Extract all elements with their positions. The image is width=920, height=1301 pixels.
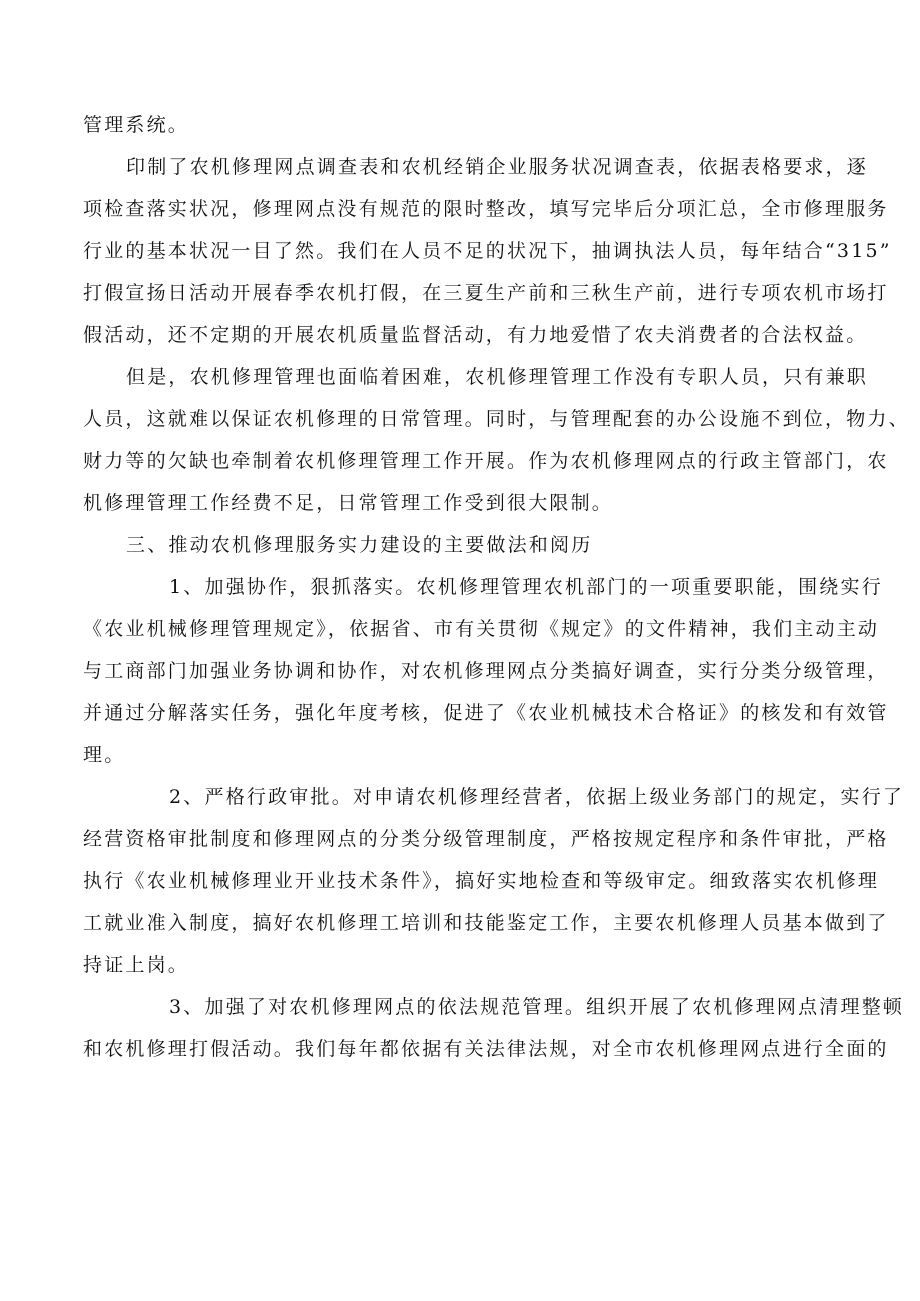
paragraph-first-line: 2、严格行政审批。对申请农机修理经营者，依据上级业务部门的规定，实行了 bbox=[169, 786, 905, 808]
text-line: 并通过分解落实任务，强化年度考核，促进了《农业机械技术合格证》的核发和有效管 bbox=[83, 702, 889, 724]
text-line: 机修理管理工作经费不足，日常管理工作受到很大限制。 bbox=[83, 492, 614, 514]
text-line: 打假宣扬日活动开展春季农机打假，在三夏生产前和三秋生产前，进行专项农机市场打 bbox=[83, 282, 889, 304]
text-line: 工就业准入制度，搞好农机修理工培训和技能鉴定工作，主要农机修理人员基本做到了 bbox=[83, 912, 889, 934]
text-line: 项检查落实状况，修理网点没有规范的限时整改，填写完毕后分项汇总，全市修理服务 bbox=[83, 198, 889, 220]
text-line: 管理系统。 bbox=[83, 114, 190, 136]
text-line: 和农机修理打假活动。我们每年都依据有关法律法规，对全市农机修理网点进行全面的 bbox=[83, 1038, 889, 1060]
text-line: 持证上岗。 bbox=[83, 954, 190, 976]
text-line: 假活动，还不定期的开展农机质量监督活动，有力地爱惜了农夫消费者的合法权益。 bbox=[83, 324, 868, 346]
paragraph-first-line: 但是，农机修理管理也面临着困难，农机修理管理工作没有专职人员，只有兼职 bbox=[126, 366, 869, 388]
document-page bbox=[83, 104, 910, 1070]
text-line: 《农业机械修理管理规定》，依据省、市有关贯彻《规定》的文件精神，我们主动主动 bbox=[83, 618, 880, 640]
text-line: 行业的基本状况一目了然。我们在人员不足的状况下，抽调执法人员，每年结合“315” bbox=[83, 240, 892, 262]
section-heading: 三、推动农机修理服务实力建设的主要做法和阅历 bbox=[126, 534, 593, 556]
paragraph-first-line: 印制了农机修理网点调查表和农机经销企业服务状况调查表，依据表格要求，逐 bbox=[126, 156, 869, 178]
paragraph-first-line: 1、加强协作，狠抓落实。农机修理管理农机部门的一项重要职能，围绕实行 bbox=[169, 576, 883, 598]
text-line: 人员，这就难以保证农机修理的日常管理。同时，与管理配套的办公设施不到位，物力、 bbox=[83, 408, 910, 430]
text-line: 财力等的欠缺也牵制着农机修理管理工作开展。作为农机修理网点的行政主管部门，农 bbox=[83, 450, 889, 472]
paragraph-first-line: 3、加强了对农机修理网点的依法规范管理。组织开展了农机修理网点清理整顿 bbox=[169, 996, 905, 1018]
text-line: 与工商部门加强业务协调和协作，对农机修理网点分类搞好调查，实行分类分级管理， bbox=[83, 660, 889, 682]
text-line: 经营资格审批制度和修理网点的分类分级管理制度，严格按规定程序和条件审批，严格 bbox=[83, 828, 889, 850]
text-line: 理。 bbox=[83, 744, 126, 766]
text-line: 执行《农业机械修理业开业技术条件》，搞好实地检查和等级审定。细致落实农机修理 bbox=[83, 870, 880, 892]
